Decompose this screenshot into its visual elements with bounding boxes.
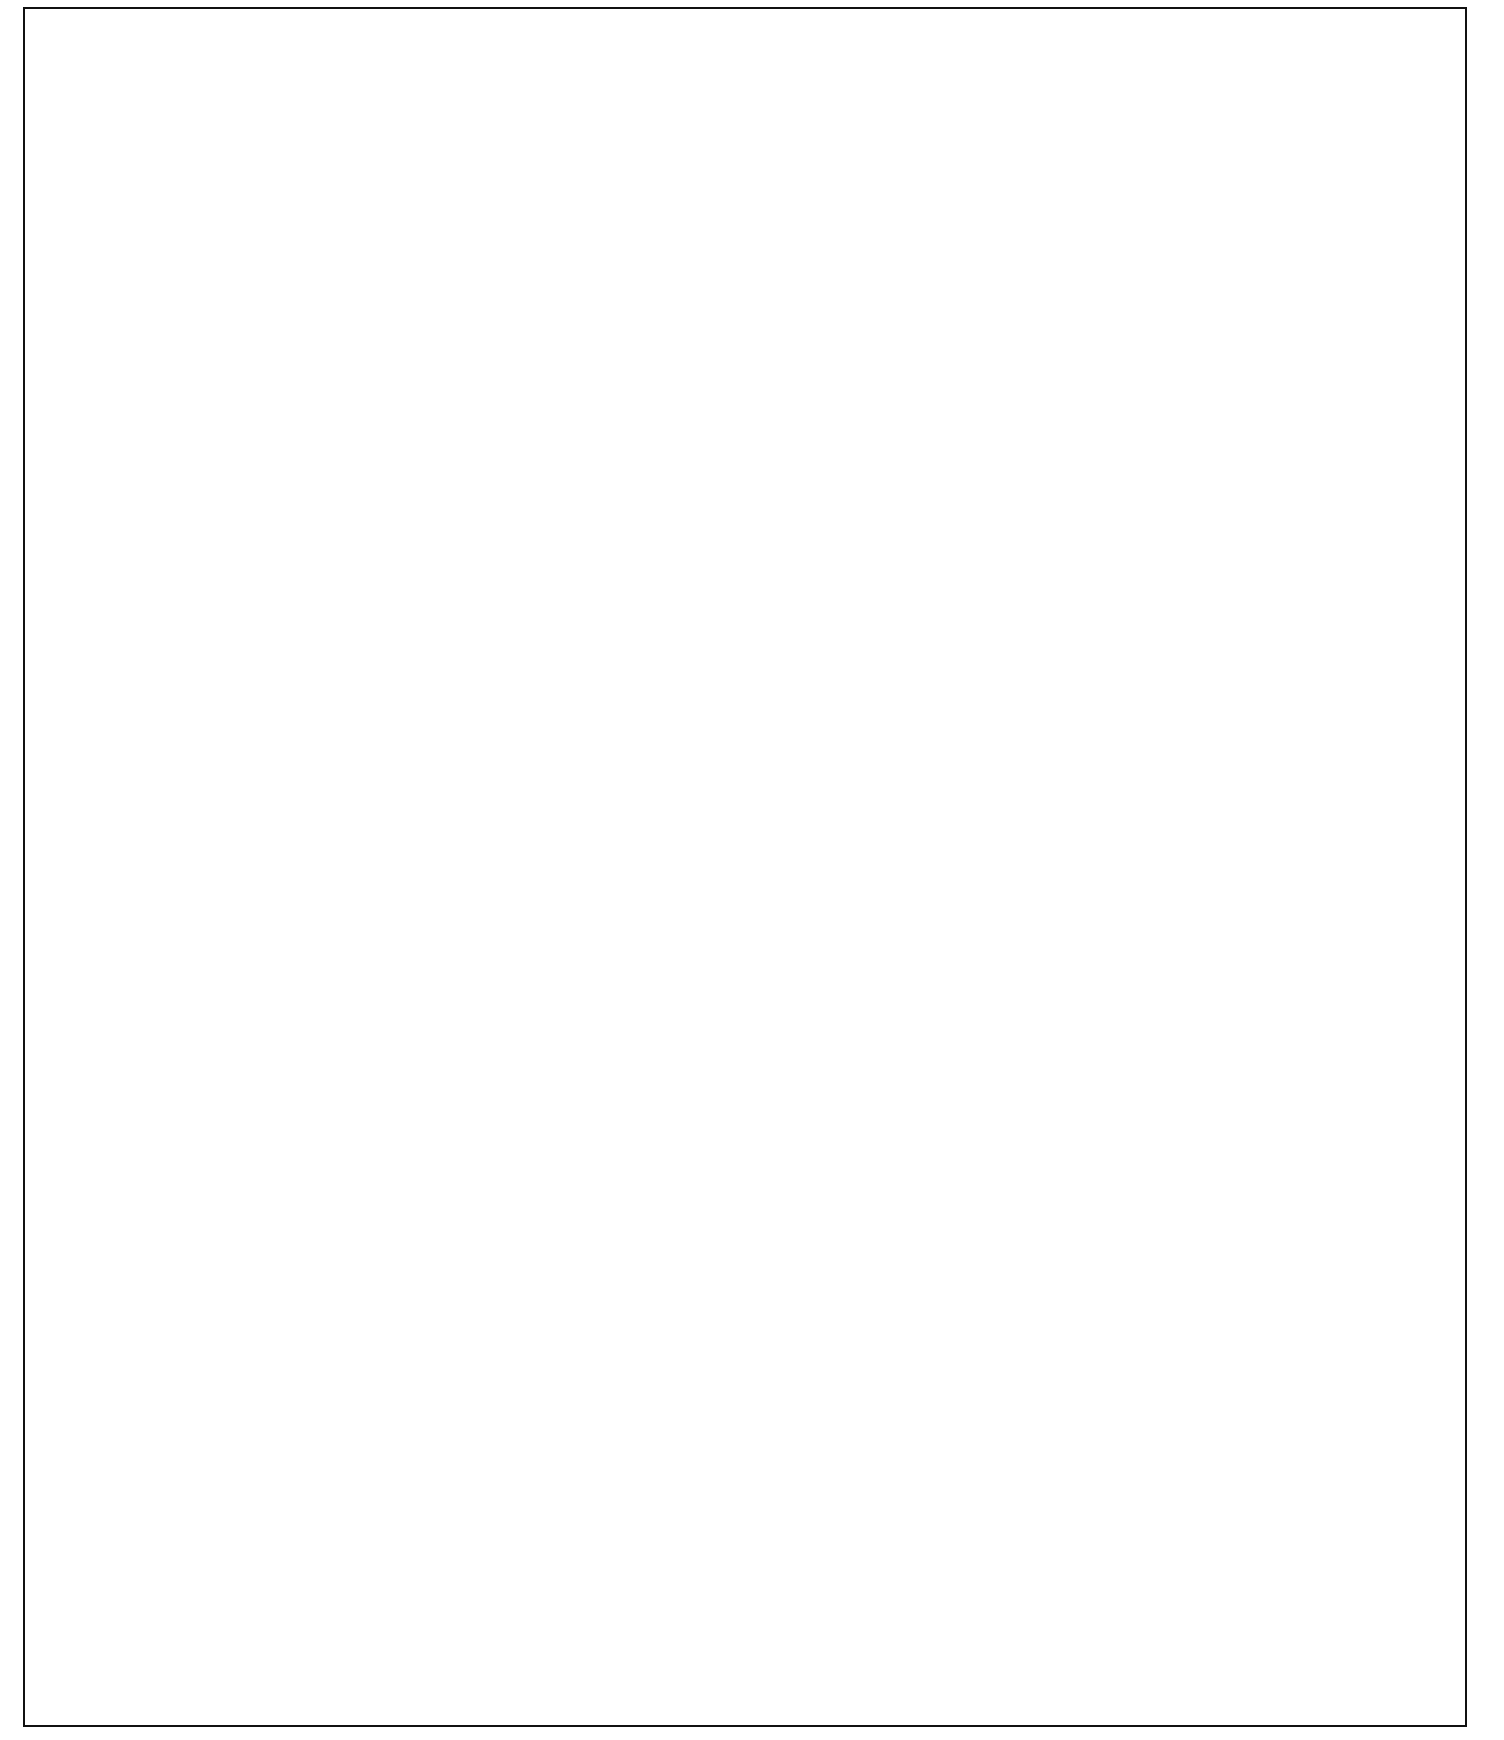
spec-table: [23, 7, 1467, 1727]
